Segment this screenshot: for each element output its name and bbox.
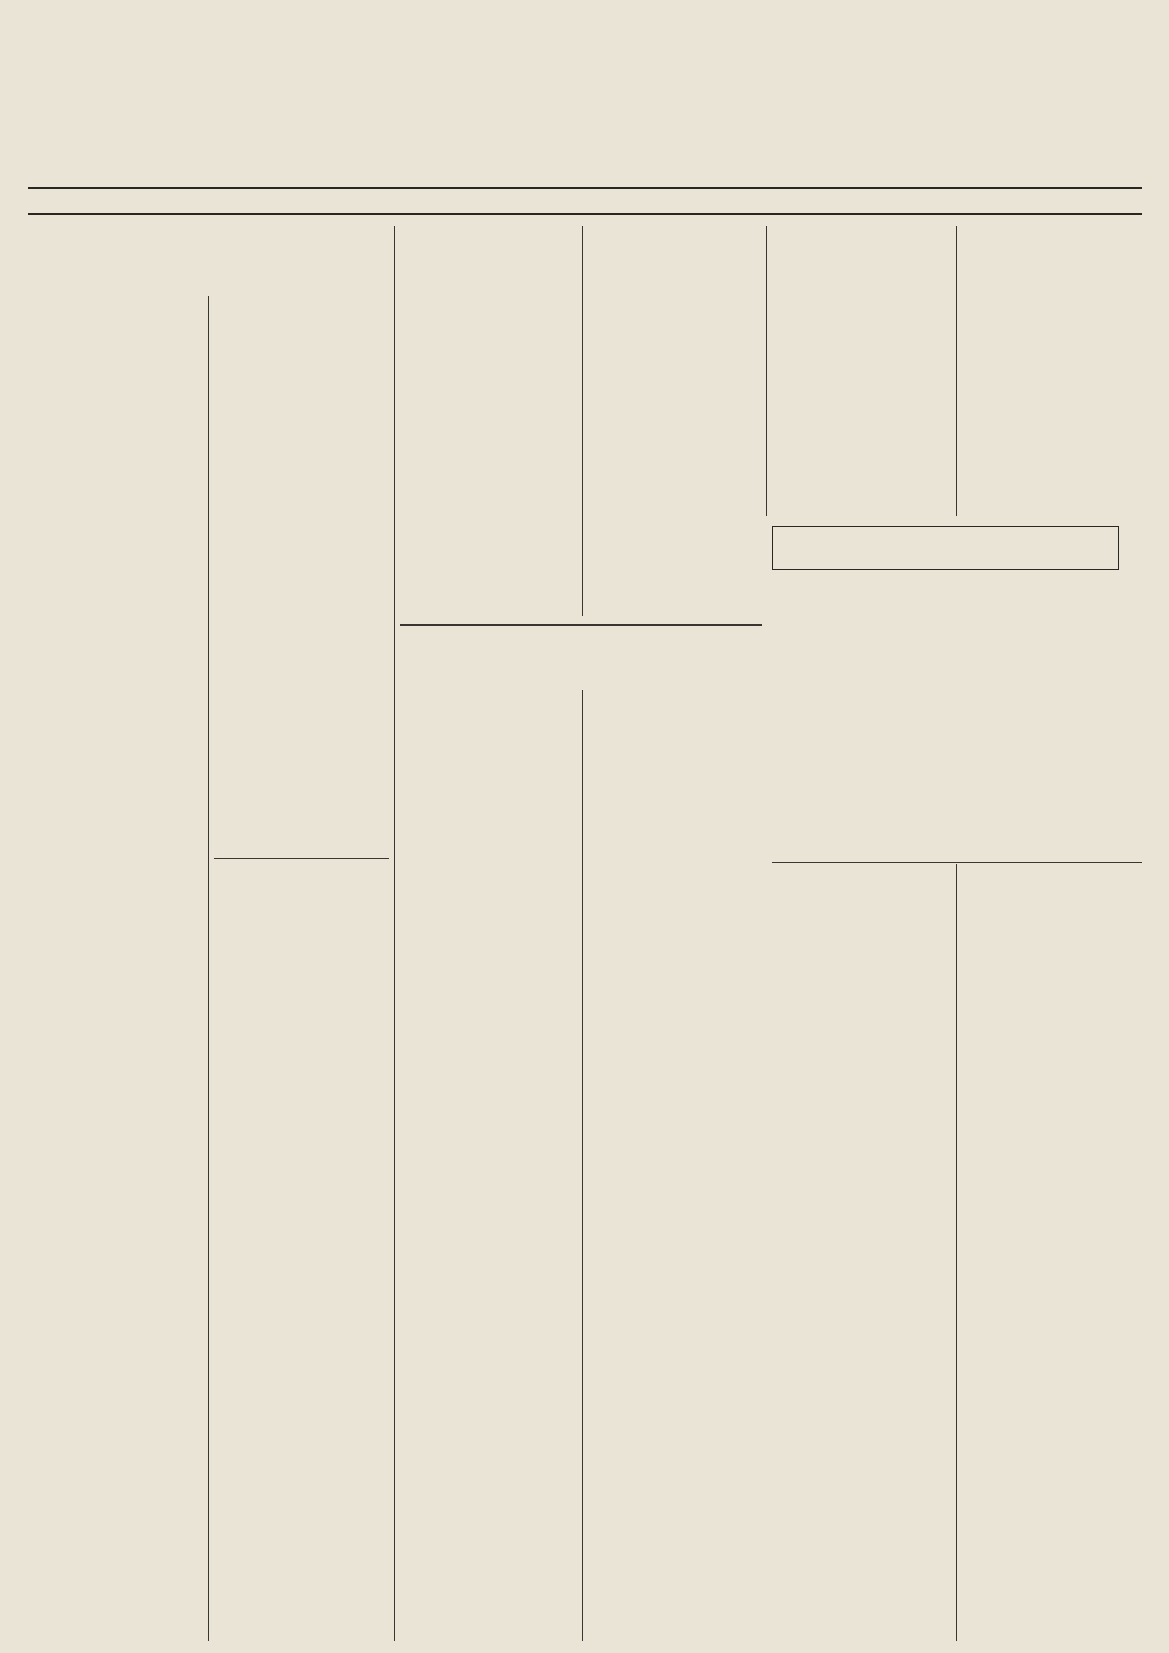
giuramento-block — [400, 716, 578, 1166]
column-rule — [582, 226, 583, 616]
fatti-rule — [400, 624, 762, 626]
notiziario-banner — [772, 526, 1119, 570]
column-rule — [394, 226, 395, 1641]
column-2 — [214, 296, 389, 816]
padre-block — [774, 636, 1140, 858]
header-left — [30, 104, 280, 110]
dateline-rule — [28, 213, 1142, 215]
barbier-rule — [214, 858, 389, 859]
column-rule — [956, 226, 957, 516]
column-rule — [208, 296, 209, 1641]
column-9-bottom — [962, 872, 1142, 1072]
politica-block — [962, 1126, 1142, 1298]
column-rule — [582, 690, 583, 1641]
spese-block — [588, 1112, 762, 1641]
header-center — [300, 118, 860, 128]
column-1 — [30, 326, 203, 1641]
column-6-top — [588, 694, 762, 794]
milioni-text-block — [400, 540, 578, 616]
berretto-block — [772, 948, 952, 1641]
notiziario-rule — [772, 862, 1142, 863]
header-right — [900, 108, 1145, 120]
top-rule — [28, 187, 1142, 189]
framassoni-block — [400, 1194, 578, 1641]
column-rule — [956, 864, 957, 1641]
campo-block — [962, 1334, 1142, 1641]
column-8-top — [962, 228, 1142, 516]
rantoli-block — [588, 814, 762, 1086]
column-rule — [766, 226, 767, 516]
column-4-top — [588, 228, 762, 616]
column-7-top — [772, 228, 952, 516]
masthead-title — [32, 28, 1142, 98]
